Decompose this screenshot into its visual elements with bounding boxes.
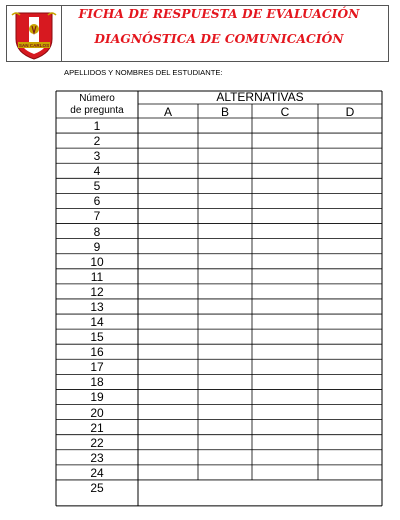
question-number: 7 — [93, 209, 101, 224]
question-number: 16 — [90, 345, 104, 360]
alternative-letter-b: B — [220, 105, 229, 119]
question-number: 19 — [90, 390, 104, 405]
question-number-header-line2: de pregunta — [70, 105, 124, 116]
question-number: 12 — [90, 284, 104, 299]
question-number: 17 — [90, 360, 104, 375]
question-number: 24 — [90, 465, 104, 480]
question-number-header-line1: Número — [79, 93, 115, 104]
question-number: 4 — [93, 164, 101, 179]
alternative-letter-a: A — [163, 105, 172, 119]
question-number: 11 — [90, 269, 104, 284]
question-number: 20 — [90, 405, 104, 420]
question-number: 9 — [93, 239, 101, 254]
question-number: 10 — [90, 254, 104, 269]
alternative-letter-c: C — [280, 105, 290, 119]
question-number: 25 — [90, 480, 104, 495]
question-number: 21 — [90, 420, 104, 435]
question-number: 1 — [93, 119, 101, 133]
student-name-label: APELLIDOS Y NOMBRES DEL ESTUDIANTE: — [64, 68, 223, 77]
question-number: 3 — [93, 149, 101, 164]
question-number-header — [56, 93, 138, 117]
question-number: 22 — [90, 435, 104, 450]
logo-text: SAN CARLOS — [18, 43, 50, 48]
alternative-letter-d: D — [345, 105, 355, 119]
question-number: 18 — [90, 375, 104, 390]
question-number: 13 — [90, 299, 104, 314]
title-line-2: DIAGNÓSTICA DE COMUNICACIÓN — [94, 32, 344, 46]
question-number: 2 — [93, 134, 101, 149]
question-number: 6 — [93, 194, 101, 209]
question-number: 23 — [90, 450, 104, 465]
title-line-1: FICHA DE RESPUESTA DE EVALUACIÓN — [78, 7, 360, 21]
alternatives-header: ALTERNATIVAS — [216, 90, 304, 104]
question-number: 14 — [90, 315, 104, 330]
question-number: 15 — [90, 330, 104, 345]
question-number: 8 — [93, 224, 101, 239]
question-number: 5 — [93, 179, 101, 194]
